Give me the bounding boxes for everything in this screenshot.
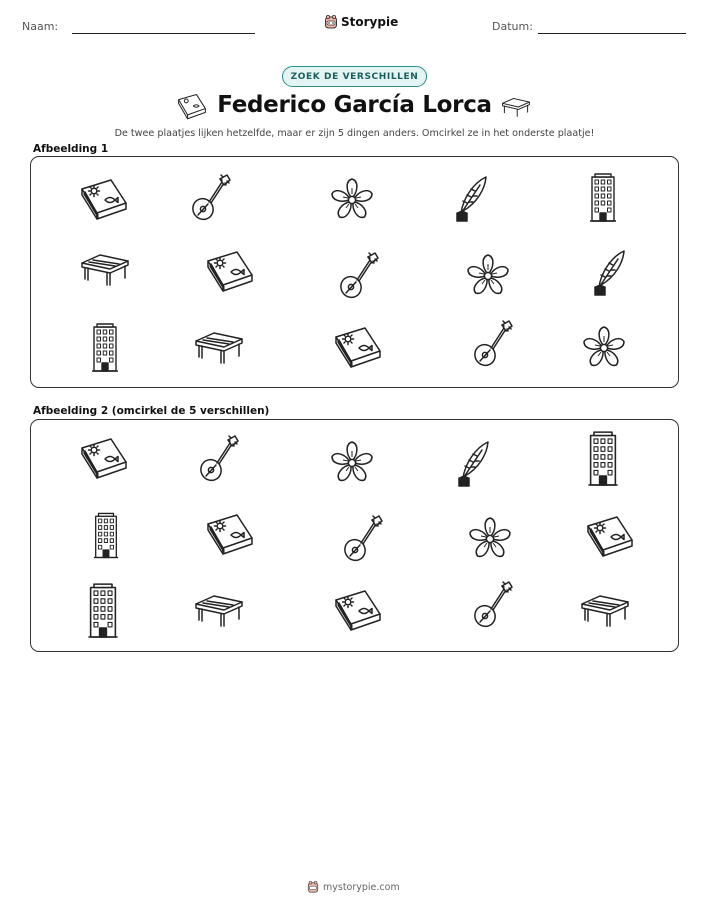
table-icon[interactable]	[579, 592, 631, 628]
picture1-label: Afbeelding 1	[33, 143, 109, 155]
book-icon[interactable]	[79, 436, 129, 480]
building-icon[interactable]	[89, 321, 121, 373]
footer-site[interactable]: mystorypie.com	[323, 881, 400, 893]
mandolin-icon[interactable]	[197, 434, 241, 484]
book-icon[interactable]	[585, 514, 635, 558]
quill-icon[interactable]	[591, 249, 627, 297]
date-line[interactable]	[538, 33, 686, 34]
flower-icon[interactable]	[465, 253, 511, 299]
book-icon[interactable]	[205, 512, 255, 556]
flower-icon[interactable]	[581, 325, 627, 371]
name-line[interactable]	[72, 33, 255, 34]
worksheet-tag: ZOEK DE VERSCHILLEN	[282, 66, 427, 87]
book-icon[interactable]	[79, 177, 129, 221]
picture1-panel[interactable]	[30, 156, 679, 388]
flower-icon[interactable]	[329, 177, 375, 223]
mandolin-icon[interactable]	[189, 173, 233, 223]
table-icon[interactable]	[79, 251, 131, 287]
building-icon[interactable]	[587, 171, 619, 223]
footer	[307, 880, 400, 894]
storypie-mascot-icon	[307, 880, 319, 894]
mandolin-icon[interactable]	[471, 319, 515, 369]
storypie-mascot-icon	[324, 14, 338, 30]
book-icon[interactable]	[333, 588, 383, 632]
mandolin-icon[interactable]	[337, 251, 381, 301]
table-icon[interactable]	[193, 592, 245, 628]
building-icon-large[interactable]	[85, 574, 121, 646]
building-icon[interactable]	[91, 510, 121, 560]
quill-icon[interactable]	[453, 175, 489, 223]
picture2-panel[interactable]	[30, 419, 679, 652]
building-icon-large[interactable]	[585, 422, 621, 494]
brand-name: Storypie	[341, 15, 399, 29]
book-icon[interactable]	[205, 249, 255, 293]
mandolin-icon[interactable]	[471, 580, 515, 630]
flower-icon[interactable]	[467, 516, 513, 562]
flower-icon[interactable]	[329, 440, 375, 486]
date-label: Datum:	[492, 20, 533, 33]
instructions-text: De twee plaatjes lijken hetzelfde, maar er zijn 5 dingen anders. Omcirkel ze in het onderste plaatje!	[114, 128, 595, 139]
table-icon[interactable]	[193, 329, 245, 365]
quill-icon[interactable]	[455, 440, 491, 488]
mandolin-icon[interactable]	[341, 514, 385, 564]
brand-logo	[324, 14, 398, 30]
title-table-icon	[500, 96, 532, 122]
book-icon[interactable]	[333, 325, 383, 369]
picture2-label: Afbeelding 2 (omcirkel de 5 verschillen)	[33, 405, 270, 417]
worksheet-title: Federico García Lorca	[217, 92, 492, 118]
name-label: Naam:	[22, 20, 59, 33]
